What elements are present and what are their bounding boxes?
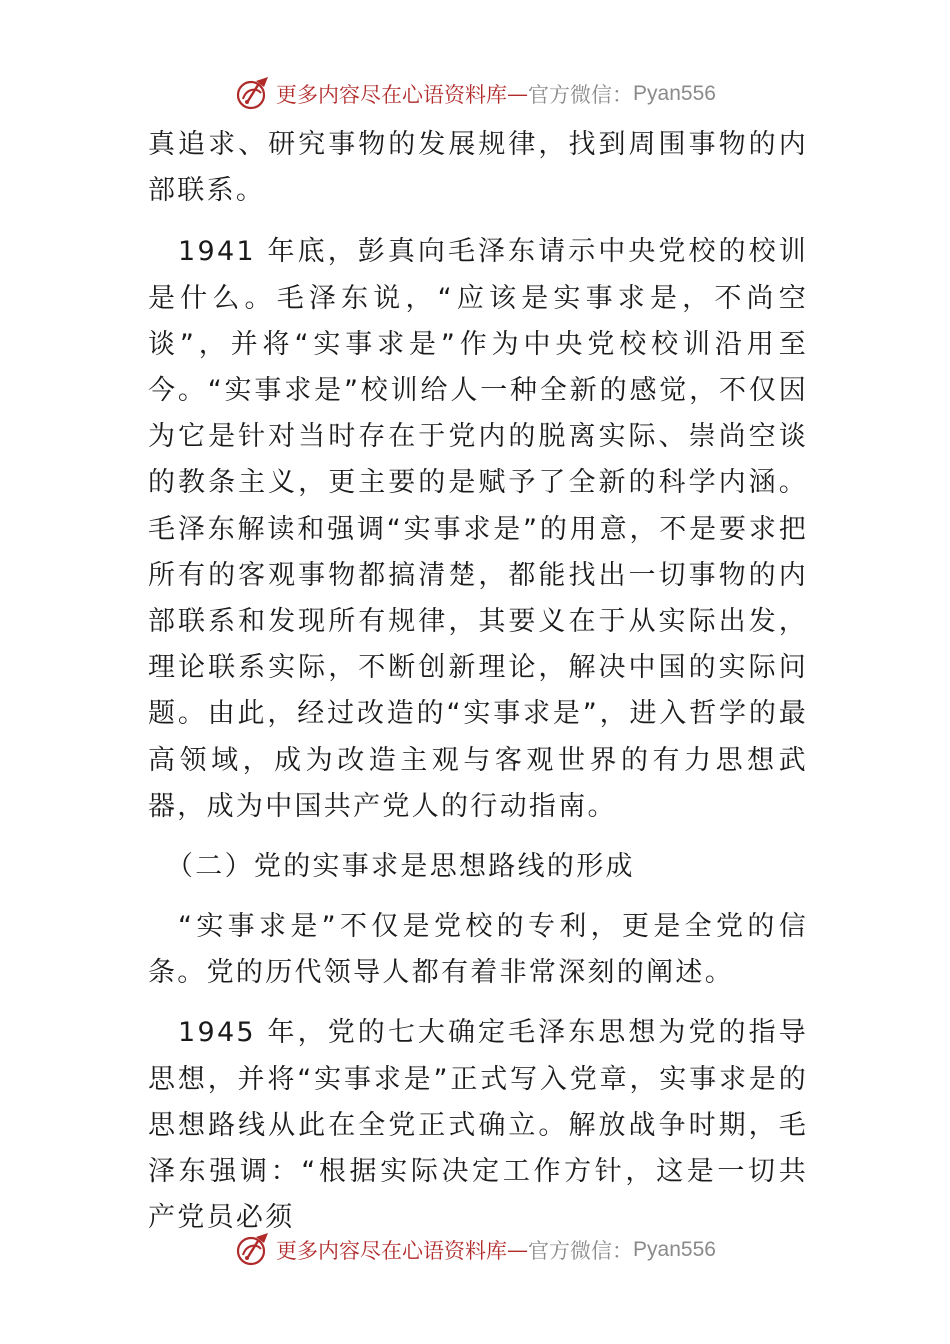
banner-separator: — xyxy=(507,82,529,106)
pen-swirl-logo-icon xyxy=(234,75,272,113)
banner-wechat-label: 官方微信： xyxy=(528,1239,634,1263)
footer-banner xyxy=(0,1228,950,1272)
document-body xyxy=(148,122,808,1255)
header-banner xyxy=(0,72,950,116)
banner-wechat-label: 官方微信： xyxy=(528,83,634,107)
paragraph-party-creed: “实事求是”不仅是党校的专利，更是全党的信条。党的历代领导人都有着非常深刻的阐述。 xyxy=(148,911,808,989)
pen-swirl-logo-icon xyxy=(234,1231,272,1269)
banner-wechat-id: Pyan556 xyxy=(633,82,716,105)
section-heading: （二）党的实事求是思想路线的形成 xyxy=(166,851,635,883)
paragraph-1941: 1941 年底，彭真向毛泽东请示中央党校的校训是什么。毛泽东说，“应该是实事求是，不尚空谈”，并将“实事求是”作为中央党校校训沿用至今。“实事求是”校训给人一种全新的感觉，不仅因为它是针对当时存在于党内的脱离实际、崇尚空谈的教条主义，更主要的是赋予了全新的科学内涵。毛泽东解读和强调“实事求是”的用意，不是要求把所有的客观事物都搞清楚，都能找出一切事物的内部联系和发现所有规律，其要义在于从实际出发，理论联系实际，不断创新理论，解决中国的实际问题。由此，经过改造的“实事求是”，进入哲学的最高领域，成为改造主观与客观世界的有力思想武器，成为中国共产党人的行动指南。 xyxy=(148,236,808,822)
paragraph-continuation: 真追求、研究事物的发展规律，找到周围事物的内部联系。 xyxy=(148,129,808,207)
paragraph-1945: 1945 年，党的七大确定毛泽东思想为党的指导思想，并将“实事求是”正式写入党章，实事求是的思想路线从此在全党正式确立。解放战争时期，毛泽东强调：“根据实际决定工作方针，这是一切共产党员必须 xyxy=(148,1017,808,1234)
banner-wechat-id: Pyan556 xyxy=(633,1238,716,1261)
banner-promo-text: 更多内容尽在心语资料库 xyxy=(276,83,508,107)
banner-promo-text: 更多内容尽在心语资料库 xyxy=(276,1239,508,1263)
banner-separator: — xyxy=(507,1238,529,1262)
